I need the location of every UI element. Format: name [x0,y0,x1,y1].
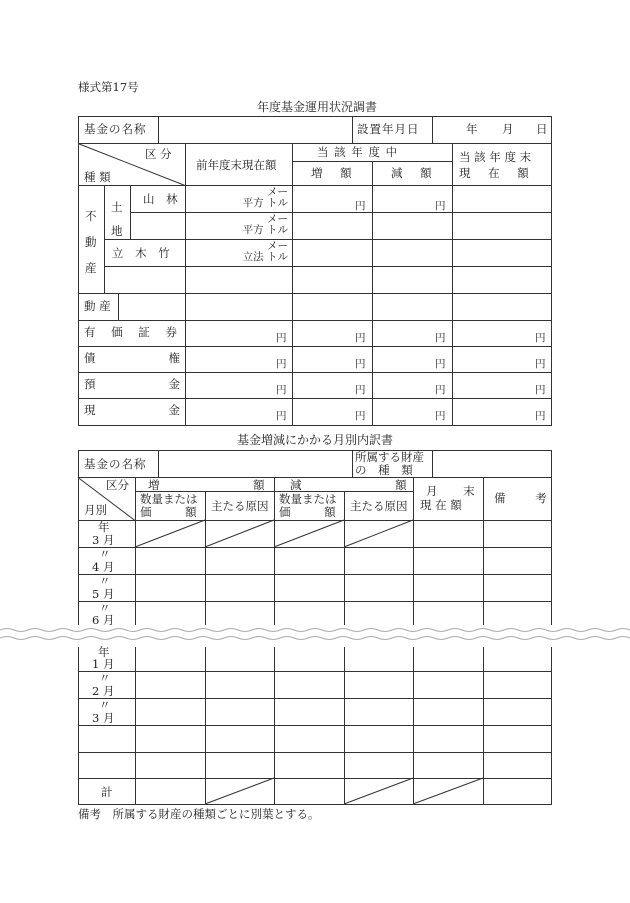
t2-qty-price-dec-2: 価 額 [279,505,336,519]
year-mark: 年 [98,520,110,534]
unit-sqm-1: メー 平方 トル [242,186,288,210]
t2-header-increase: 増 額 [148,478,265,492]
unit-sqm-2: メー 平方 トル [242,213,288,237]
month-2-bottom: 2 月 [92,684,115,698]
header-kubun: 区 分 [145,147,172,161]
t2-qty-price-inc-2: 価 額 [140,505,197,519]
table-break-wave [0,625,630,647]
month-5-top: 5 月 [92,587,115,601]
fund-name-label-2: 基金の名称 [84,457,147,471]
label-standing-timber: 立 木 竹 [112,246,170,260]
month-3-bottom: 3 月 [92,711,115,725]
header-increase: 増 額 [311,166,352,180]
total-label: 計 [101,785,113,799]
header-prev-year-end: 前年度末現在額 [196,158,277,172]
t2-qty-price-inc-1: 数量または [140,492,198,506]
ditto-mark: 〃 [99,574,111,588]
yen-cell: 円 [435,358,446,370]
property-type-label-1: 所属する財産 [355,450,424,464]
unit-cbm: メー 立法 トル [242,240,288,264]
t2-month-end-2: 現 在 額 [420,498,462,512]
footnote: 備考 所属する財産の種類ごとに別葉とする。 [78,807,320,821]
table2-title: 基金増減にかかる月別内訳書 [237,433,394,447]
yen-cell: 円 [276,358,287,370]
established-date-label: 設置年月日 [357,122,420,136]
label-movables: 動 産 [84,299,111,313]
t2-qty-price-dec-1: 数量または [279,492,337,506]
month-1-bottom: 1 月 [92,657,115,671]
label-yamabayashi: 山 林 [143,192,178,206]
ditto-mark: 〃 [99,671,111,685]
property-type-label-2: の 種 類 [355,463,413,477]
yen-cell: 円 [535,410,546,422]
yen-cell: 円 [355,384,366,396]
t2-header-kubun: 区分 [106,478,129,492]
yen-cell: 円 [535,332,546,344]
date-day: 日 [536,122,548,136]
t2-header-decrease: 減 額 [290,478,407,492]
form-number: 様式第17号 [78,80,139,94]
month-4-top: 4 月 [92,560,115,574]
header-current-year: 当 該 年 度 中 [317,145,399,159]
ditto-mark: 〃 [99,547,111,561]
yen-cell: 円 [435,384,446,396]
t2-header-tsukibetsu: 月別 [84,503,107,517]
yen-cell: 円 [276,332,287,344]
header-current-end-2: 現 在 額 [459,166,529,180]
month-3-top: 3 月 [92,533,115,547]
yen-cell: 円 [535,384,546,396]
date-year: 年 [466,122,478,136]
row-label-securities: 有 価 証 券 [84,325,177,339]
row-label-deposits: 預 金 [84,377,180,391]
ditto-mark: 〃 [99,698,111,712]
header-shurui: 種 類 [84,170,111,184]
label-land: 土地 [111,200,123,238]
yen-cell: 円 [355,332,366,344]
yen-cell: 円 [535,358,546,370]
yen-cell: 円 [435,410,446,422]
t2-month-end-1: 月 末 [426,484,475,498]
fund-name-label: 基金の名称 [84,122,147,136]
yen-land-decrease: 円 [435,200,446,212]
label-real-estate: 不動産 [85,209,97,275]
yen-cell: 円 [276,410,287,422]
yen-land-increase: 円 [355,200,366,212]
t2-main-cause-inc: 主たる原因 [211,499,269,513]
yen-cell: 円 [435,332,446,344]
row-label-cash: 現 金 [84,403,180,417]
row-label-receivables: 債 権 [84,351,180,365]
t2-remarks: 備 考 [494,491,547,505]
date-month: 月 [502,122,514,136]
yen-cell: 円 [355,410,366,422]
ditto-mark: 〃 [99,601,111,615]
header-current-end-1: 当 該 年 度 末 [459,150,532,164]
year-mark: 年 [98,645,110,659]
table1-title: 年度基金運用状況調書 [257,100,378,114]
yen-cell: 円 [355,358,366,370]
t2-main-cause-dec: 主たる原因 [350,499,408,513]
month-6-top: 6 月 [92,613,115,627]
header-decrease: 減 額 [391,166,432,180]
yen-cell: 円 [276,384,287,396]
